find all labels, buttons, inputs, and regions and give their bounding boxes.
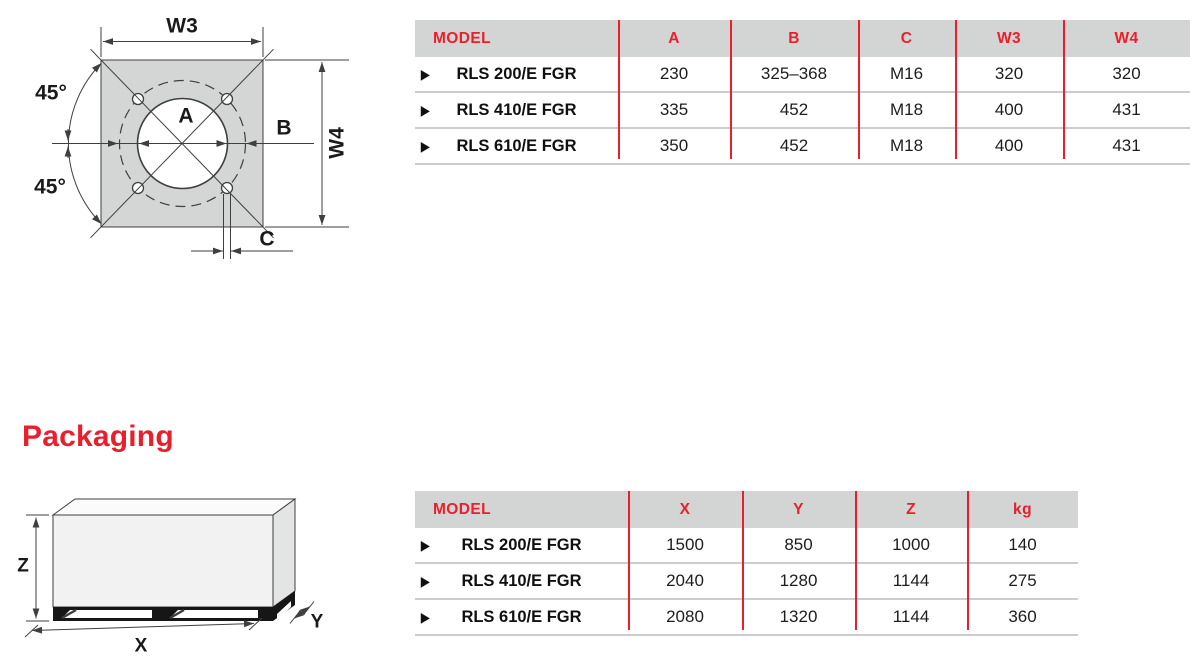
table-row (415, 528, 1078, 564)
value-cell: M16 (889, 64, 924, 83)
value-cell: 1144 (892, 571, 930, 590)
model-name: RLS 610/E FGR (456, 136, 577, 155)
column-header-a: A (668, 29, 680, 47)
packaging-title: Packaging (22, 420, 174, 453)
row-marker-icon: ▶ (420, 609, 430, 625)
value-cell: 1500 (666, 535, 704, 554)
value-cell: 1280 (779, 571, 818, 590)
table-row (415, 564, 1078, 600)
label-x: X (134, 635, 148, 657)
label-bolt-hole-c: C (259, 227, 275, 251)
label-w3: W3 (166, 14, 198, 38)
value-cell: 140 (1008, 535, 1037, 554)
row-marker-icon: ▶ (420, 66, 430, 82)
value-cell: 431 (1112, 100, 1141, 119)
model-cell (415, 93, 618, 127)
row-marker-icon: ▶ (420, 102, 430, 118)
model-name: RLS 610/E FGR (461, 607, 582, 626)
label-bore-a: A (178, 104, 194, 128)
value-cell: 2040 (666, 571, 704, 590)
column-separator (742, 491, 744, 630)
column-header-w4: W4 (1114, 29, 1139, 47)
bolt-hole (133, 94, 144, 105)
column-header-c: C (900, 29, 913, 47)
table-header-row (415, 20, 1190, 57)
box-side-face (273, 499, 295, 607)
label-angle-lower: 45° (34, 175, 66, 199)
value-cell: 230 (659, 64, 689, 83)
bolt-hole (133, 183, 144, 194)
column-separator (1063, 20, 1065, 159)
value-cell: 1000 (892, 535, 930, 554)
column-separator (618, 20, 620, 159)
value-cell: 335 (659, 100, 689, 119)
value-cell: 850 (784, 535, 813, 554)
packaging-diagram (0, 480, 345, 669)
column-header-b: B (788, 29, 800, 47)
value-cell: 1320 (779, 607, 818, 626)
value-cell: 400 (994, 100, 1024, 119)
value-cell: 400 (994, 136, 1024, 155)
model-name: RLS 200/E FGR (461, 535, 582, 554)
table-row (415, 129, 1190, 165)
table-row (415, 600, 1078, 636)
label-angle-upper: 45° (35, 81, 67, 105)
value-cell: M18 (889, 136, 924, 155)
value-cell: 452 (779, 100, 809, 119)
column-header-kg: kg (1013, 500, 1032, 518)
value-cell: 350 (659, 136, 689, 155)
row-marker-icon: ▶ (420, 537, 430, 553)
model-cell (415, 600, 628, 634)
column-separator (855, 491, 857, 630)
model-name: RLS 200/E FGR (456, 64, 577, 83)
value-cell: 360 (1008, 607, 1037, 626)
column-separator (955, 20, 957, 159)
bolt-hole (222, 94, 233, 105)
dimensions-table (415, 20, 1190, 159)
label-y: Y (310, 611, 324, 633)
column-separator (628, 491, 630, 630)
value-cell: 452 (779, 136, 809, 155)
row-marker-icon: ▶ (420, 573, 430, 589)
value-cell: M18 (889, 100, 924, 119)
column-header-z: Z (906, 500, 916, 518)
box-front-face (53, 515, 273, 607)
packaging-table (415, 491, 1078, 630)
value-cell: 275 (1008, 571, 1037, 590)
model-cell (415, 57, 618, 91)
packaging-drawing-group (25, 499, 314, 637)
table-row (415, 93, 1190, 129)
value-cell: 431 (1112, 136, 1141, 155)
column-separator (967, 491, 969, 630)
flange-drawing-group (52, 27, 349, 259)
column-header-model: MODEL (433, 500, 491, 518)
column-separator (858, 20, 860, 159)
dim-z (26, 515, 49, 621)
value-cell: 1144 (892, 607, 930, 626)
column-header-x: X (679, 500, 691, 518)
flange-diagram (0, 0, 380, 295)
row-marker-icon: ▶ (420, 138, 430, 154)
table-header-row (415, 491, 1078, 528)
model-name: RLS 410/E FGR (461, 571, 582, 590)
label-z: Z (17, 555, 29, 577)
value-cell: 320 (994, 64, 1024, 83)
column-header-y: Y (793, 500, 804, 518)
model-cell (415, 528, 628, 562)
column-separator (730, 20, 732, 159)
table-row (415, 57, 1190, 93)
column-header-model: MODEL (433, 29, 491, 47)
value-cell: 320 (1112, 64, 1141, 83)
label-bolt-circle-b: B (276, 116, 292, 140)
value-cell: 325–368 (760, 64, 828, 83)
column-header-w3: W3 (996, 29, 1022, 47)
bolt-hole (222, 183, 233, 194)
model-cell (415, 564, 628, 598)
model-name: RLS 410/E FGR (456, 100, 577, 119)
label-w4: W4 (325, 127, 349, 159)
value-cell: 2080 (666, 607, 704, 626)
box-top-face (53, 499, 295, 515)
model-cell (415, 129, 618, 163)
